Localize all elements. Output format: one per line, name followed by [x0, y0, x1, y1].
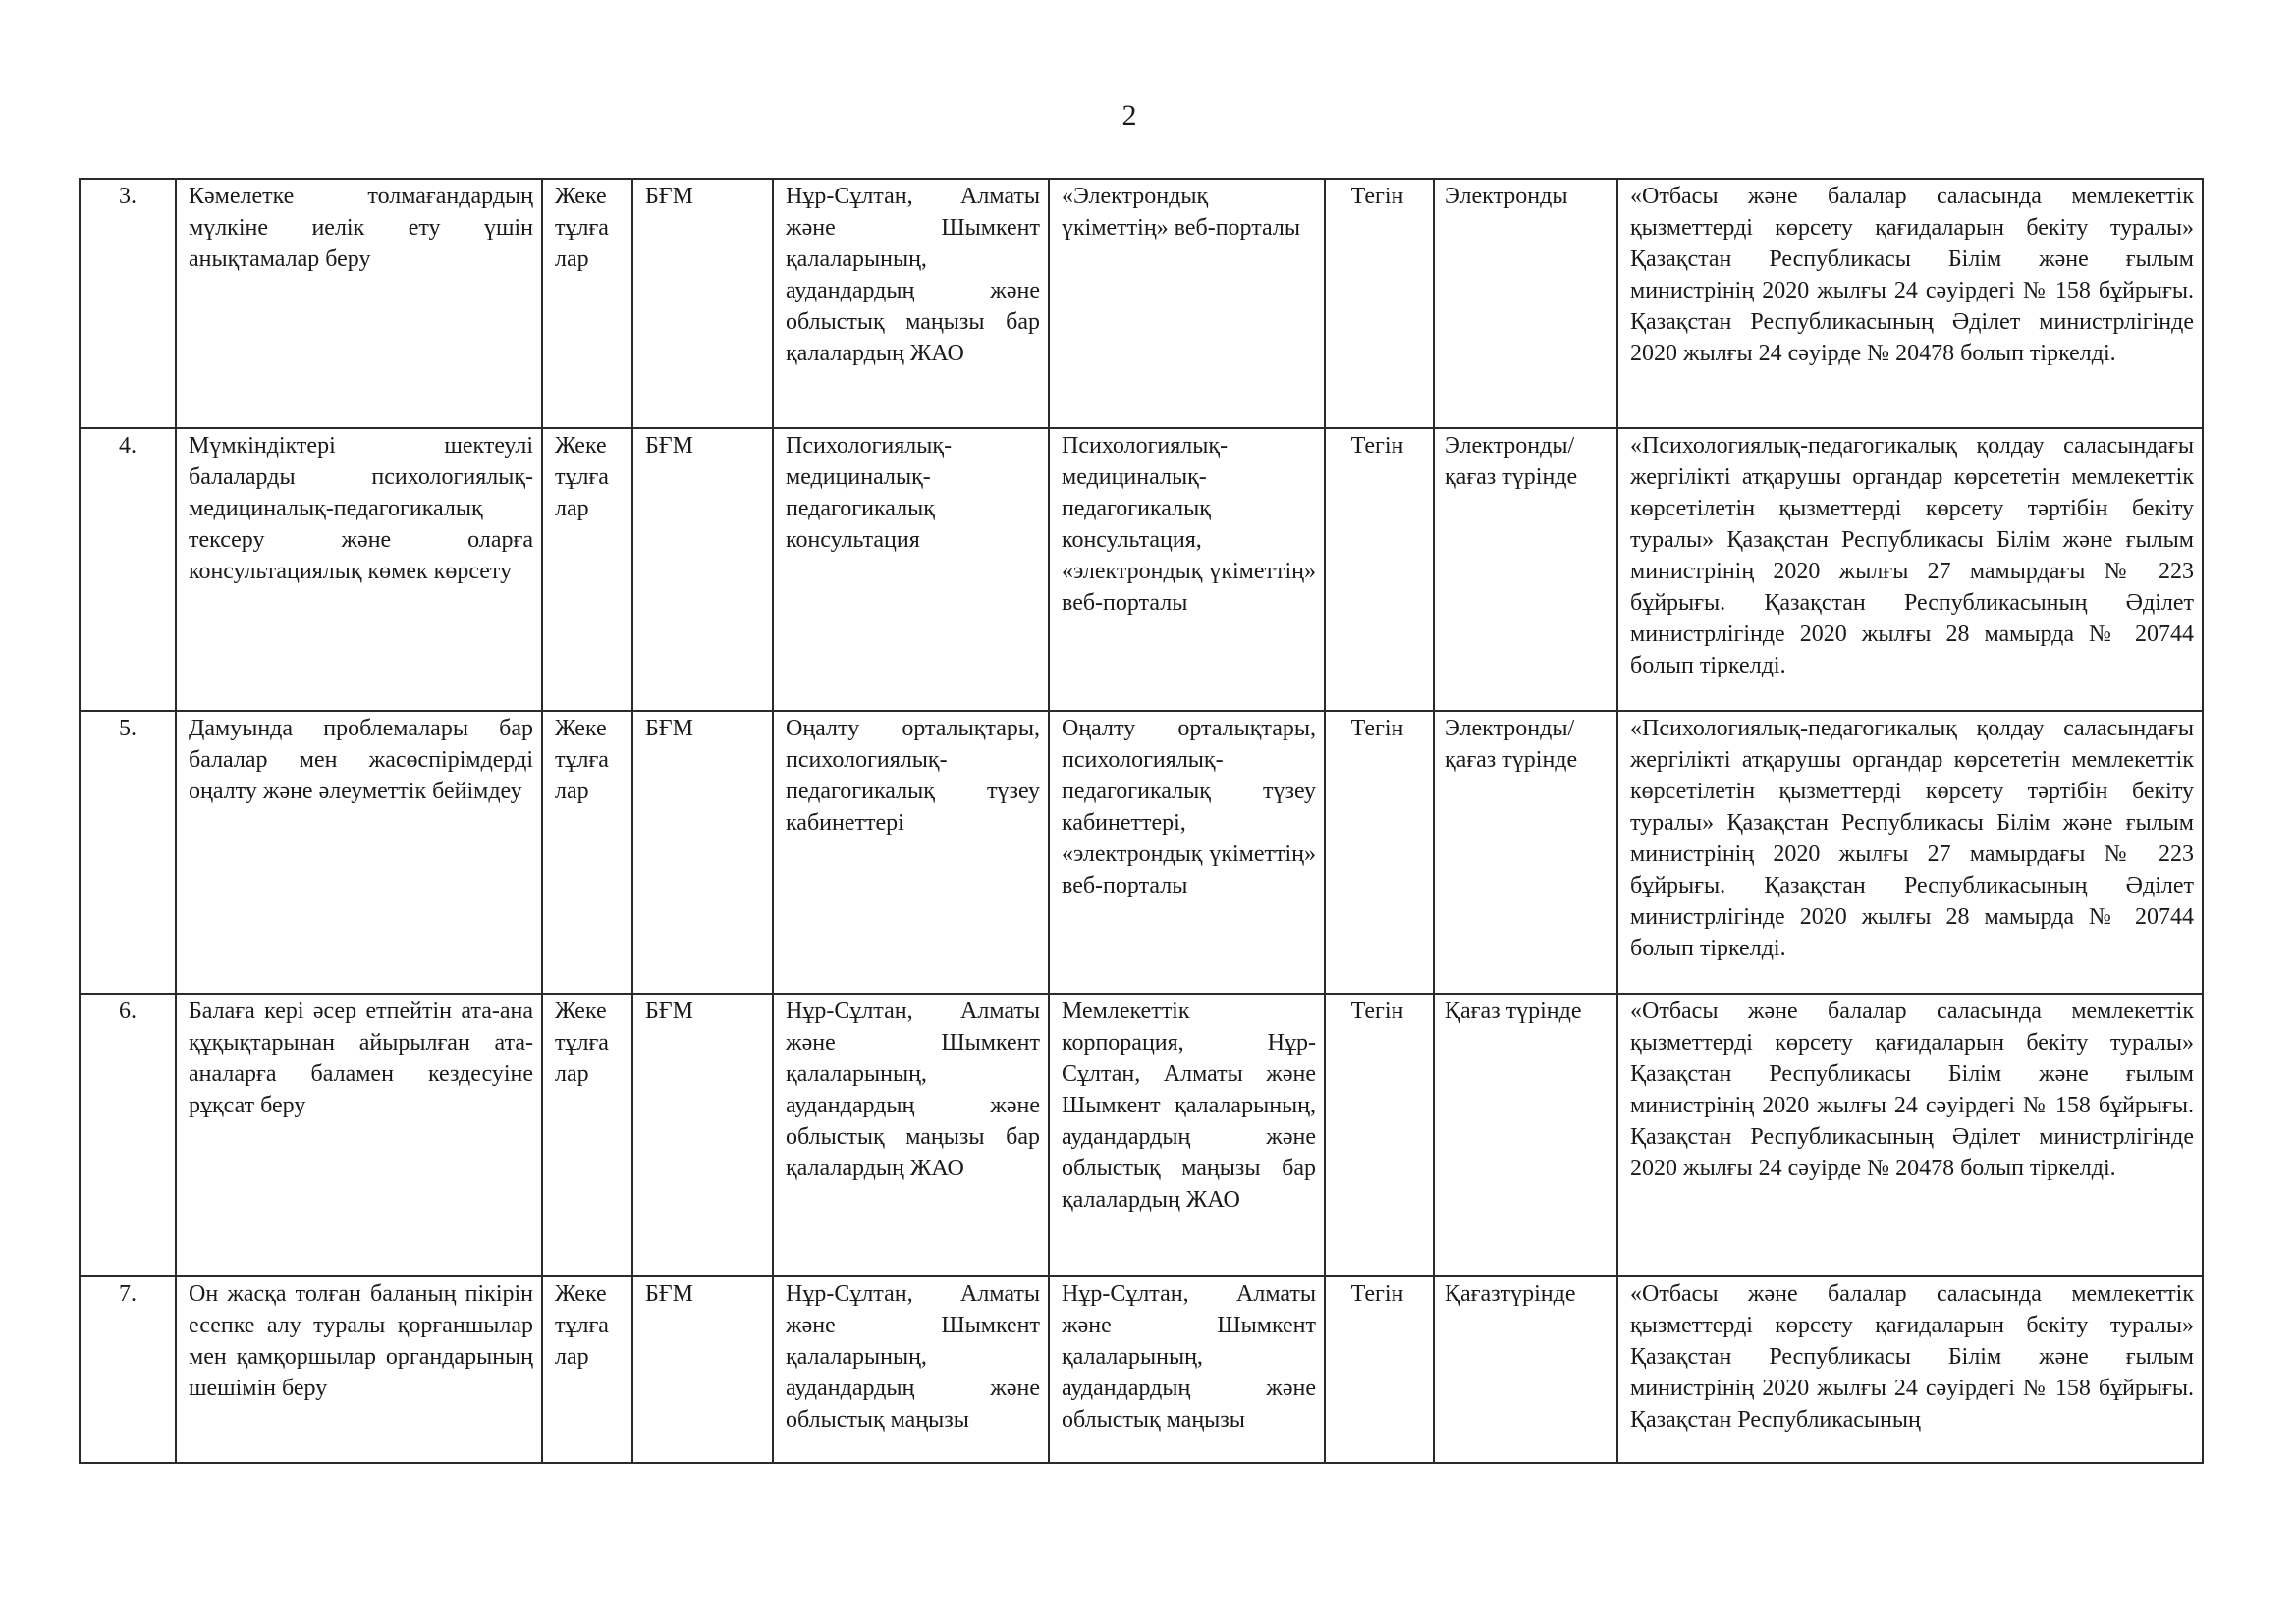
service-form: Қағазтүрінде	[1434, 1276, 1617, 1463]
service-form: Қағаз түрінде	[1434, 994, 1617, 1276]
table-row	[80, 179, 2203, 428]
service-fee: Тегін	[1325, 1276, 1434, 1463]
ministry: БҒМ	[632, 428, 773, 711]
service-form: Электронды/ қағаз түрінде	[1434, 428, 1617, 711]
ministry: БҒМ	[632, 179, 773, 428]
legal-act: «Психологиялық-педагогикалық қолдау саласындағы жергілікті атқарушы органдар көрсететін мемлекеттік көрсетілетін қызметтерді көрсету тәртібін бекіту туралы» Қазақстан Республикасы Білім және ғылым министрінің 2020 жылғы 27 мамырдағы № 223 бұйрығы. Қазақстан Республикасының Әділет министрлігінде 2020 жылғы 28 мамырда № 20744 болып тіркелді.	[1617, 428, 2203, 711]
table-row	[80, 711, 2203, 994]
service-recipients: Жеке тұлға лар	[542, 428, 632, 711]
ministry: БҒМ	[632, 711, 773, 994]
table-row	[80, 428, 2203, 711]
service-name: Он жасқа толған баланың пікірін есепке алу туралы қорғаншылар мен қамқоршылар органдарының шешімін беру	[176, 1276, 542, 1463]
row-number: 6.	[80, 994, 176, 1276]
service-name: Дамуында проблемалары бар балалар мен жасөспірімдерді оңалту және әлеуметтік бейімдеу	[176, 711, 542, 994]
table-row	[80, 1276, 2203, 1463]
legal-act: «Отбасы және балалар саласында мемлекеттік қызметтерді көрсету қағидаларын бекіту туралы» Қазақстан Республикасы Білім және ғылым министрінің 2020 жылғы 24 сәуірдегі № 158 бұйрығы. Қазақстан Республикасының Әділет министрлігінде 2020 жылғы 24 сәуірде № 20478 болып тіркелді.	[1617, 179, 2203, 428]
service-fee: Тегін	[1325, 711, 1434, 994]
table-row	[80, 994, 2203, 1276]
service-recipients: Жеке тұлға лар	[542, 711, 632, 994]
ministry: БҒМ	[632, 994, 773, 1276]
row-number: 3.	[80, 179, 176, 428]
service-provider: Нұр-Сұлтан, Алматы және Шымкент қалаларының, аудандардың және облыстық маңызы	[773, 1276, 1049, 1463]
application-reception: Психологиялық-медициналық-педагогикалық консультация, «электрондық үкіметтің» веб-порталы	[1049, 428, 1325, 711]
legal-act: «Психологиялық-педагогикалық қолдау саласындағы жергілікті атқарушы органдар көрсететін мемлекеттік көрсетілетін қызметтерді көрсету тәртібін бекіту туралы» Қазақстан Республикасы Білім және ғылым министрінің 2020 жылғы 27 мамырдағы № 223 бұйрығы. Қазақстан Республикасының Әділет министрлігінде 2020 жылғы 28 мамырда № 20744 болып тіркелді.	[1617, 711, 2203, 994]
row-number: 7.	[80, 1276, 176, 1463]
service-provider: Нұр-Сұлтан, Алматы және Шымкент қалаларының, аудандардың және облыстық маңызы бар қалалардың ЖАО	[773, 179, 1049, 428]
page-number: 2	[1121, 99, 1137, 132]
services-table	[79, 178, 2204, 1464]
service-form: Электронды	[1434, 179, 1617, 428]
legal-act: «Отбасы және балалар саласында мемлекеттік қызметтерді көрсету қағидаларын бекіту туралы» Қазақстан Республикасы Білім және ғылым министрінің 2020 жылғы 24 сәуірдегі № 158 бұйрығы. Қазақстан Республикасының	[1617, 1276, 2203, 1463]
service-recipients: Жеке тұлға лар	[542, 1276, 632, 1463]
ministry: БҒМ	[632, 1276, 773, 1463]
row-number: 5.	[80, 711, 176, 994]
service-name: Мүмкіндіктері шектеулі балаларды психологиялық-медициналық-педагогикалық тексеру және оларға консультациялық көмек көрсету	[176, 428, 542, 711]
service-recipients: Жеке тұлға лар	[542, 179, 632, 428]
application-reception: Мемлекеттік корпорация, Нұр-Сұлтан, Алматы және Шымкент қалаларының, аудандардың және облыстық маңызы бар қалалардың ЖАО	[1049, 994, 1325, 1276]
service-fee: Тегін	[1325, 994, 1434, 1276]
service-provider: Оңалту орталықтары, психологиялық-педагогикалық түзеу кабинеттері	[773, 711, 1049, 994]
legal-act: «Отбасы және балалар саласында мемлекеттік қызметтерді көрсету қағидаларын бекіту туралы» Қазақстан Республикасы Білім және ғылым министрінің 2020 жылғы 24 сәуірдегі № 158 бұйрығы. Қазақстан Республикасының Әділет министрлігінде 2020 жылғы 24 сәуірде № 20478 болып тіркелді.	[1617, 994, 2203, 1276]
application-reception: «Электрондық үкіметтің» веб-порталы	[1049, 179, 1325, 428]
service-provider: Нұр-Сұлтан, Алматы және Шымкент қалаларының, аудандардың және облыстық маңызы бар қалалардың ЖАО	[773, 994, 1049, 1276]
application-reception: Нұр-Сұлтан, Алматы және Шымкент қалаларының, аудандардың және облыстық маңызы	[1049, 1276, 1325, 1463]
application-reception: Оңалту орталықтары, психологиялық-педагогикалық түзеу кабинеттері, «электрондық үкіметтің» веб-порталы	[1049, 711, 1325, 994]
service-name: Балаға кері әсер етпейтін ата-ана құқықтарынан айырылған ата-аналарға баламен кездесуіне рұқсат беру	[176, 994, 542, 1276]
row-number: 4.	[80, 428, 176, 711]
service-name: Кәмелетке толмағандардың мүлкіне иелік ету үшін анықтамалар беру	[176, 179, 542, 428]
service-form: Электронды/ қағаз түрінде	[1434, 711, 1617, 994]
service-recipients: Жеке тұлға лар	[542, 994, 632, 1276]
service-fee: Тегін	[1325, 179, 1434, 428]
service-provider: Психологиялық-медициналық-педагогикалық консультация	[773, 428, 1049, 711]
service-fee: Тегін	[1325, 428, 1434, 711]
